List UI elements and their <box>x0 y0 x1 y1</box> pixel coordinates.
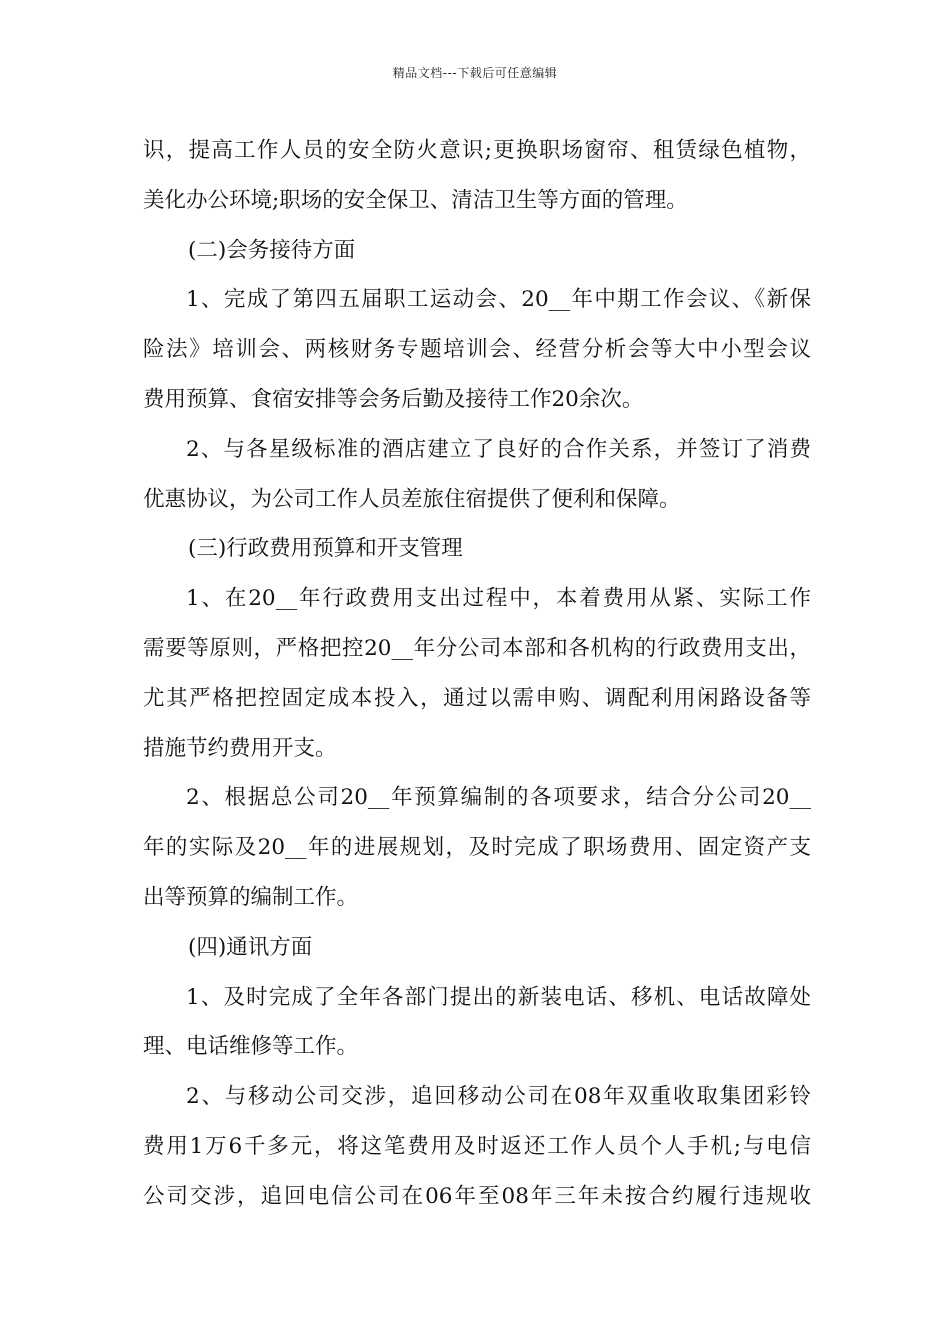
document-body <box>143 126 811 1222</box>
paragraph-line: 1、在20__年行政费用支出过程中，本着费用从紧、实际工作 <box>186 586 811 612</box>
section-heading: (二)会务接待方面 <box>188 237 356 263</box>
paragraph-line: 费用预算、食宿安排等会务后勤及接待工作20余次。 <box>143 386 644 412</box>
paragraph-line: 2、根据总公司20__年预算编制的各项要求，结合分公司20__ <box>186 785 811 811</box>
paragraph-line: 优惠协议，为公司工作人员差旅住宿提供了便利和保障。 <box>143 486 681 512</box>
paragraph-line: 尤其严格把控固定成本投入，通过以需申购、调配利用闲路设备等 <box>143 685 811 711</box>
paragraph-line: 理、电话维修等工作。 <box>143 1034 359 1060</box>
paragraph-line: 出等预算的编制工作。 <box>143 884 359 910</box>
paragraph-line: 识，提高工作人员的安全防火意识;更换职场窗帘、租赁绿色植物， <box>143 138 811 163</box>
paragraph-line: 2、与移动公司交涉，追回移动公司在08年双重收取集团彩铃 <box>186 1084 811 1110</box>
paragraph-line: 需要等原则，严格把控20__年分公司本部和各机构的行政费用支出， <box>143 635 811 661</box>
paragraph-line: 1、及时完成了全年各部门提出的新装电话、移机、电话故障处 <box>186 984 811 1010</box>
paragraph-line: 美化办公环境;职场的安全保卫、清洁卫生等方面的管理。 <box>143 187 688 213</box>
paragraph-line: 险法》培训会、两核财务专题培训会、经营分析会等大中小型会议 <box>143 337 811 363</box>
paragraph-line: 年的实际及20__年的进展规划，及时完成了职场费用、固定资产支 <box>143 835 811 861</box>
section-heading: (三)行政费用预算和开支管理 <box>188 536 463 562</box>
paragraph-line: 措施节约费用开支。 <box>143 735 337 761</box>
paragraph-line: 公司交涉，追回电信公司在06年至08年三年未按合约履行违规收 <box>143 1183 811 1209</box>
page-header: 精品文档---下载后可任意编辑 <box>392 66 558 80</box>
paragraph-line: 费用1万6千多元，将这笔费用及时返还工作人员个人手机;与电信 <box>143 1133 811 1159</box>
paragraph-line: 1、完成了第四五届职工运动会、20__年中期工作会议、《新保 <box>186 287 811 313</box>
paragraph-line: 2、与各星级标准的酒店建立了良好的合作关系，并签订了消费 <box>186 436 811 462</box>
section-heading: (四)通讯方面 <box>188 934 313 960</box>
